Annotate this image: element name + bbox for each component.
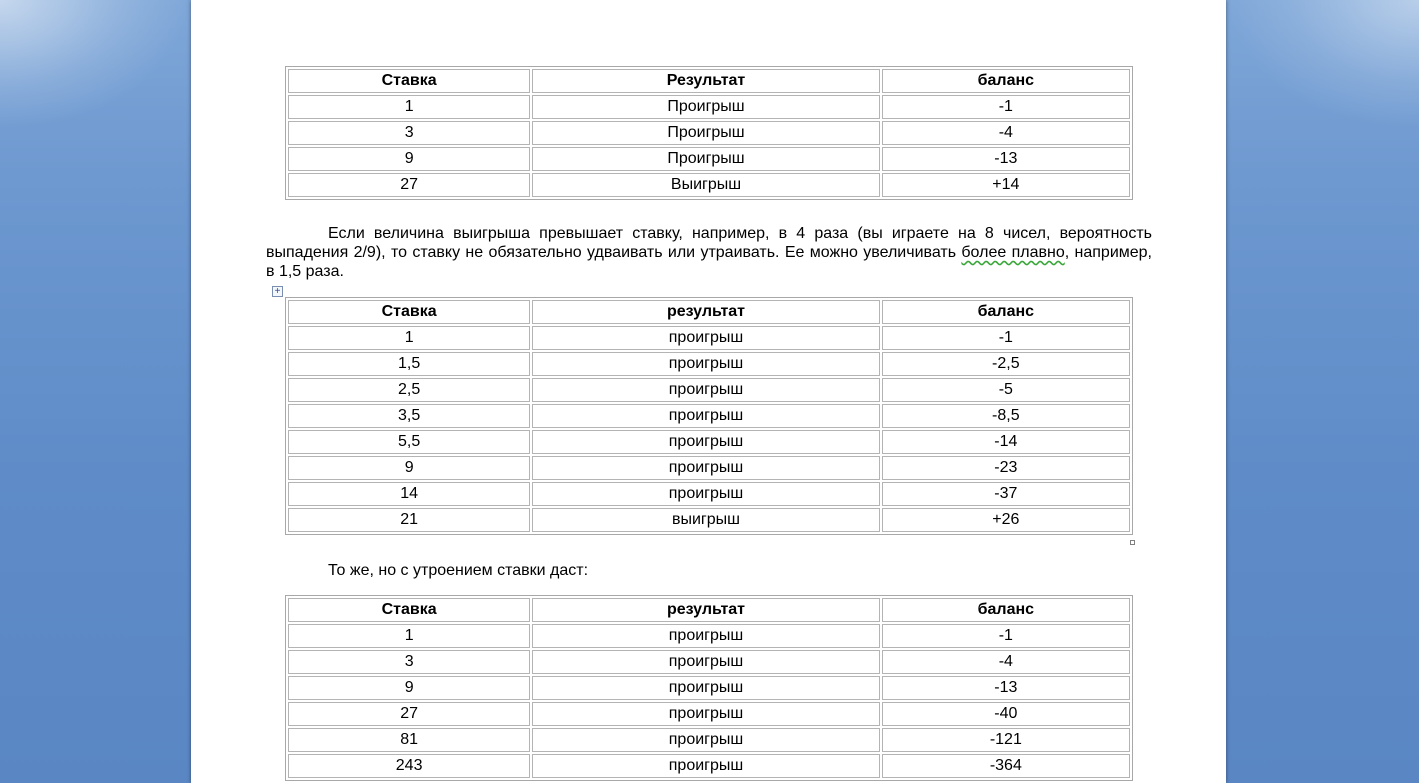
table-row — [288, 352, 1130, 376]
table-header-row — [288, 598, 1130, 622]
table-row — [288, 430, 1130, 454]
table-body — [288, 69, 1130, 197]
cell-balance[interactable]: -37 — [882, 482, 1130, 506]
paragraph-smooth-increase[interactable] — [266, 224, 1152, 281]
cell-stake[interactable]: 9 — [288, 147, 530, 171]
table-header-row — [288, 300, 1130, 324]
cell-balance[interactable]: -13 — [882, 676, 1130, 700]
cell-result[interactable]: Проигрыш — [532, 95, 879, 119]
table-row — [288, 482, 1130, 506]
table-row — [288, 754, 1130, 778]
table-row — [288, 676, 1130, 700]
table-row — [288, 121, 1130, 145]
cell-balance[interactable]: -1 — [882, 95, 1130, 119]
cell-balance[interactable]: -13 — [882, 147, 1130, 171]
cell-result[interactable]: проигрыш — [532, 650, 879, 674]
table-body — [288, 300, 1130, 532]
cell-result[interactable]: проигрыш — [532, 482, 879, 506]
cell-balance[interactable]: -1 — [882, 326, 1130, 350]
table-row — [288, 650, 1130, 674]
cell-result[interactable]: проигрыш — [532, 430, 879, 454]
header-cell-balance[interactable]: баланс — [882, 300, 1130, 324]
cell-stake[interactable]: 5,5 — [288, 430, 530, 454]
cell-stake[interactable]: 2,5 — [288, 378, 530, 402]
table-row — [288, 508, 1130, 532]
cell-balance[interactable]: -121 — [882, 728, 1130, 752]
header-cell-stake[interactable]: Ставка — [288, 598, 530, 622]
cell-result[interactable]: проигрыш — [532, 624, 879, 648]
header-cell-result[interactable]: результат — [532, 300, 879, 324]
table-row — [288, 728, 1130, 752]
cell-stake[interactable]: 27 — [288, 173, 530, 197]
cell-stake[interactable]: 3 — [288, 650, 530, 674]
cell-stake[interactable]: 21 — [288, 508, 530, 532]
cell-balance[interactable]: -364 — [882, 754, 1130, 778]
cell-result[interactable]: проигрыш — [532, 676, 879, 700]
paragraph-tripling[interactable] — [266, 561, 1152, 580]
cell-balance[interactable]: -5 — [882, 378, 1130, 402]
spellcheck-underlined-text[interactable]: более плавно — [961, 244, 1065, 261]
cell-result[interactable]: Проигрыш — [532, 121, 879, 145]
cell-stake[interactable]: 3,5 — [288, 404, 530, 428]
paragraph-text-end: , например, в 1,5 раза. — [266, 244, 1152, 280]
cell-balance[interactable]: +26 — [882, 508, 1130, 532]
paragraph-text: То же, но с утроением ставки даст: — [328, 562, 589, 579]
cell-result[interactable]: проигрыш — [532, 754, 879, 778]
table-martingale-double[interactable] — [285, 66, 1133, 200]
cell-stake[interactable]: 9 — [288, 456, 530, 480]
cell-balance[interactable]: -40 — [882, 702, 1130, 726]
cell-result[interactable]: Проигрыш — [532, 147, 879, 171]
cell-balance[interactable]: -14 — [882, 430, 1130, 454]
cell-stake[interactable]: 243 — [288, 754, 530, 778]
document-page[interactable] — [191, 0, 1226, 783]
table-body — [288, 598, 1130, 778]
header-cell-result[interactable]: результат — [532, 598, 879, 622]
table-progression-1-5[interactable] — [285, 297, 1133, 535]
table-row — [288, 702, 1130, 726]
cell-stake[interactable]: 27 — [288, 702, 530, 726]
cell-result[interactable]: выигрыш — [532, 508, 879, 532]
cell-result[interactable]: Выигрыш — [532, 173, 879, 197]
cell-balance[interactable]: +14 — [882, 173, 1130, 197]
cell-balance[interactable]: -2,5 — [882, 352, 1130, 376]
background-sheen-right — [1226, 0, 1419, 130]
cell-result[interactable]: проигрыш — [532, 728, 879, 752]
cell-stake[interactable]: 14 — [288, 482, 530, 506]
cell-stake[interactable]: 9 — [288, 676, 530, 700]
table-row — [288, 404, 1130, 428]
table-row — [288, 326, 1130, 350]
table-row — [288, 456, 1130, 480]
cell-stake[interactable]: 1 — [288, 624, 530, 648]
cell-stake[interactable]: 1 — [288, 95, 530, 119]
header-cell-balance[interactable]: баланс — [882, 69, 1130, 93]
header-cell-result[interactable]: Результат — [532, 69, 879, 93]
cell-balance[interactable]: -1 — [882, 624, 1130, 648]
table-header-row — [288, 69, 1130, 93]
cell-balance[interactable]: -4 — [882, 121, 1130, 145]
cell-stake[interactable]: 1 — [288, 326, 530, 350]
cell-result[interactable]: проигрыш — [532, 378, 879, 402]
header-cell-stake[interactable]: Ставка — [288, 69, 530, 93]
cell-result[interactable]: проигрыш — [532, 404, 879, 428]
table-row — [288, 147, 1130, 171]
move-icon[interactable]: + — [272, 286, 283, 297]
table-tripling[interactable] — [285, 595, 1133, 781]
cell-result[interactable]: проигрыш — [532, 326, 879, 350]
table-row — [288, 95, 1130, 119]
table-row — [288, 173, 1130, 197]
cell-result[interactable]: проигрыш — [532, 352, 879, 376]
cell-balance[interactable]: -8,5 — [882, 404, 1130, 428]
header-cell-stake[interactable]: Ставка — [288, 300, 530, 324]
resize-handle-icon[interactable] — [1130, 540, 1135, 545]
cell-stake[interactable]: 81 — [288, 728, 530, 752]
cell-result[interactable]: проигрыш — [532, 456, 879, 480]
cell-balance[interactable]: -23 — [882, 456, 1130, 480]
table-row — [288, 378, 1130, 402]
cell-stake[interactable]: 3 — [288, 121, 530, 145]
paragraph-text: Если величина выигрыша превышает ставку, например, в 4 раза (вы играете на 8 чисел, вероятность выпадения 2/9), то ставку не обязательно удваивать или утраивать. Ее можно увеличивать — [266, 225, 1152, 261]
cell-balance[interactable]: -4 — [882, 650, 1130, 674]
cell-result[interactable]: проигрыш — [532, 702, 879, 726]
table-row — [288, 624, 1130, 648]
background-sheen-left — [0, 0, 190, 130]
header-cell-balance[interactable]: баланс — [882, 598, 1130, 622]
cell-stake[interactable]: 1,5 — [288, 352, 530, 376]
